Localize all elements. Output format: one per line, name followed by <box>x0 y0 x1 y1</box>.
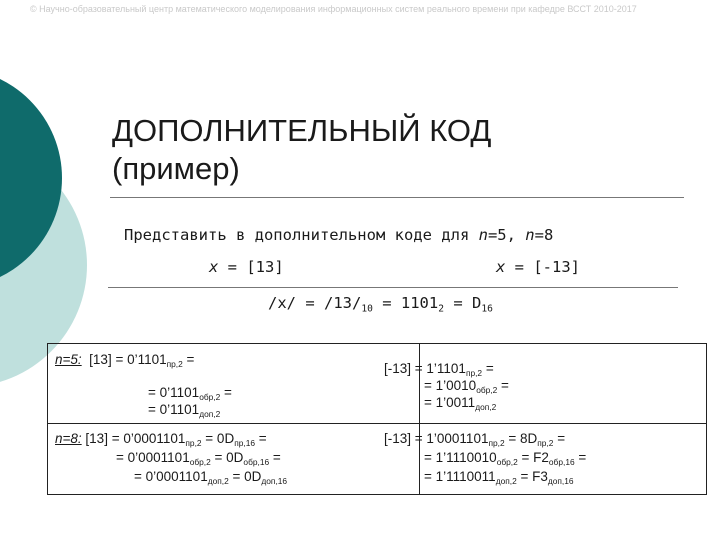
title-divider <box>110 197 684 198</box>
copyright-notice: © Научно-образовательный центр математического моделирования информационных систем реального времени при кафедре ВССТ 2010-2017 <box>30 4 637 14</box>
n5-negative-line-1: $[-13] = 1’1101_{пр,2}$ = <box>384 361 494 378</box>
n5-positive-line-1: n=5: $[13] = 0’1101_{пр,2}$ = <box>55 352 195 369</box>
n5-positive-line-2: = $0’1101_{обр,2}$ = <box>148 385 232 402</box>
n8-negative-line-2: = $1’1110010_{обр,2} = F2_{обр,16}$ = <box>424 450 587 467</box>
n8-positive-line-1: n=8: $[13] = 0’0001101_{пр,2} = 0D_{пр,16}$ = <box>55 431 267 448</box>
n8-positive-line-3: = $0’0001101_{доп,2} = 0D_{доп,16}$ <box>134 469 288 486</box>
x-divider <box>108 287 678 288</box>
n8-positive-line-2: = $0’0001101_{обр,2} = 0D_{обр,16}$ = <box>116 450 281 467</box>
title-line-2: (пример) <box>112 151 240 186</box>
n5-negative-line-2: = $1’0010_{обр,2}$ = <box>424 378 509 395</box>
results-table <box>47 343 707 495</box>
absolute-value-line: $/x/ = /13/_{10} = 1101_2 = D_{16}$ <box>268 294 493 315</box>
table-row-divider <box>48 423 706 424</box>
x-negative: x = [-13] <box>496 258 580 276</box>
n5-positive-line-3: = $0’1101_{доп,2}$ <box>148 402 221 419</box>
n8-negative-line-1: $[-13] = 1’0001101_{пр,2} = 8D_{пр,2}$ = <box>384 431 566 448</box>
decorative-circles <box>0 0 130 400</box>
title-line-1: ДОПОЛНИТЕЛЬНЫЙ КОД <box>112 113 492 148</box>
n8-negative-line-3: = $1’1110011_{доп,2} = F3_{доп,16}$ <box>424 469 574 486</box>
slide-title <box>112 112 491 188</box>
task-statement: Представить в дополнительном коде для n=5, n=8 <box>124 226 554 244</box>
x-positive: x = [13] <box>209 258 284 276</box>
n5-negative-line-3: = $1’0011_{доп,2}$ <box>424 395 497 412</box>
